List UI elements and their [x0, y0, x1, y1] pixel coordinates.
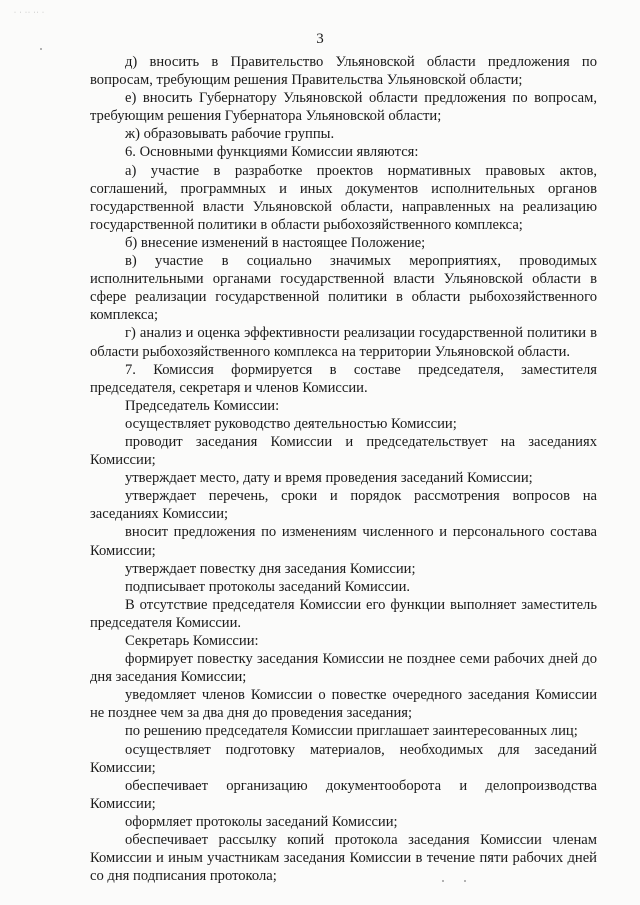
paragraph: 7. Комиссия формируется в составе председателя, заместителя председателя, секретаря и членов Комиссии. [90, 361, 597, 396]
paragraph: ж) образовывать рабочие группы. [125, 126, 335, 143]
paragraph: утверждает повестку дня заседания Комиссии; [125, 560, 416, 577]
paragraph: Председатель Комиссии: [125, 397, 280, 414]
page-number: 3 [316, 31, 324, 47]
paragraph: г) анализ и оценка эффективности реализации государственной политики в области рыбохозяйственного комплекса на территории Ульяновской области. [90, 325, 597, 360]
paragraph: вносит предложения по изменениям численного и персонального состава Комиссии; [90, 524, 597, 559]
paragraph: В отсутствие председателя Комиссии его функции выполняет заместитель председателя Комиссии. [90, 596, 597, 631]
paragraph: б) внесение изменений в настоящее Положение; [125, 234, 426, 251]
paragraph: е) вносить Губернатору Ульяновской области предложения по вопросам, требующим решения Губернатора Ульяновской области; [90, 90, 597, 125]
paragraph: Секретарь Комиссии: [125, 633, 259, 649]
paragraph: утверждает перечень, сроки и порядок рассмотрения вопросов на заседаниях Комиссии; [90, 488, 597, 523]
paragraph: оформляет протоколы заседаний Комиссии; [125, 813, 398, 830]
paragraph: проводит заседания Комиссии и председательствует на заседаниях Комиссии; [90, 433, 597, 469]
paragraph: формирует повестку заседания Комиссии не позднее семи рабочих дней до дня заседания Комиссии; [90, 651, 597, 686]
paragraph: утверждает место, дату и время проведения заседаний Комиссии; [125, 470, 533, 487]
paragraph: обеспечивает организацию документооборота и делопроизводства Комиссии; [90, 777, 597, 812]
paragraph: осуществляет руководство деятельностью Комиссии; [125, 415, 457, 432]
document-body [90, 53, 597, 885]
scan-artifact: · · ·· ·· · [14, 10, 45, 16]
scan-speck [40, 48, 42, 50]
paragraph: осуществляет подготовку материалов, необходимых для заседаний Комиссии; [90, 741, 597, 776]
paragraph: по решению председателя Комиссии приглашает заинтересованных лиц; [125, 723, 578, 740]
paragraph: а) участие в разработке проектов нормативных правовых актов, соглашений, программных и иных документов исполнительных органов государственной власти Ульяновской области, направленных на реализацию государственной политики в области рыбохозяйственного комплекса; [90, 162, 597, 233]
paragraph: д) вносить в Правительство Ульяновской области предложения по вопросам, требующим решения Правительства Ульяновской области; [90, 54, 597, 89]
paragraph: в) участие в социально значимых мероприятиях, проводимых исполнительными органами государственной власти Ульяновской области в сфере реализации государственной политики в области рыбохозяйственного комплекса; [90, 253, 597, 324]
paragraph: обеспечивает рассылку копий протокола заседания Комиссии членам Комиссии и иным участникам заседания Комиссии в течение пяти рабочих дней со дня подписания протокола; [90, 832, 597, 885]
paragraph: подписывает протоколы заседаний Комиссии. [125, 578, 411, 595]
paragraph: 6. Основными функциями Комиссии являются: [125, 144, 419, 161]
paragraph: уведомляет членов Комиссии о повестке очередного заседания Комиссии не позднее чем за два дня до проведения заседания; [90, 687, 597, 722]
